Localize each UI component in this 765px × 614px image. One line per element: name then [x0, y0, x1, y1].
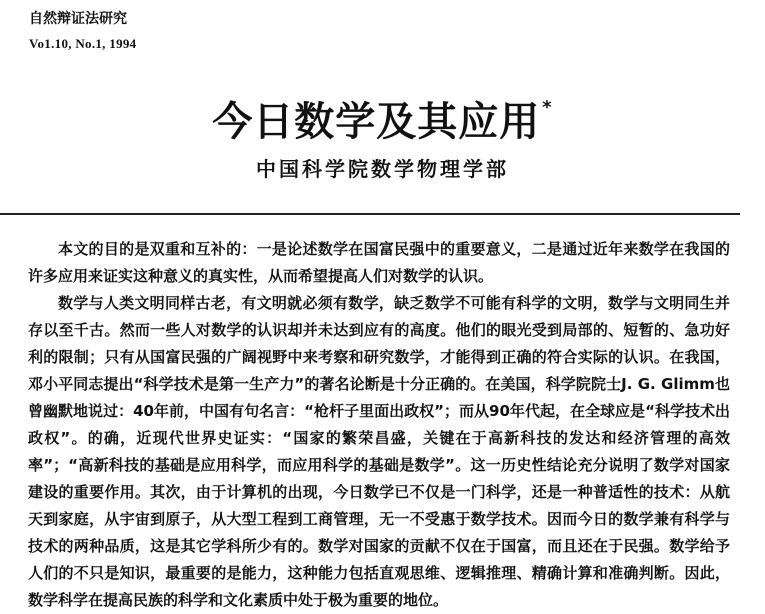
- article-title-text: 今日数学及其应用: [212, 99, 541, 145]
- paragraph-2: 数学与人类文明同样古老，有文明就必须有数学，缺乏数学不可能有科学的文明，数学与文明同生并存以至千古。然而一些人对数学的认识却并未达到应有的高度。他们的眼光受到局部的、短暂的、急功好利的限制；只有从国富民强的广阔视野中来考察和研究数学，才能得到正确的符合实际的认识。在我国，邓小平同志提出“科学技术是第一生产力”的著名论断是十分正确的。在美国，科学院院士J. G. Glimm也曾幽默地说过：40年前，中国有句名言：“枪杆子里面出政权”；而从90年代起，在全球应是“科学技术出政权”。的确，近现代世界史证实：“国家的繁荣昌盛，关键在于高新科技的发达和经济管理的高效率”；“高新科技的基础是应用科学，而应用科学的基础是数学”。这一历史性结论充分说明了数学对国家建设的重要作用。其次，由于计算机的出现，今日数学已不仅是一门科学，还是一种普适性的技术：从航天到家庭，从宇宙到原子，从大型工程到工商管理，无一不受惠于数学技术。因而今日的数学兼有科学与技术的两种品质，这是其它学科所少有的。数学对国家的贡献不仅在于国富，而且还在于民强。数学给予人们的不只是知识，最重要的是能力，这种能力包括直观思维、逻辑推理、精确计算和准确判断。因此，数学科学在提高民族的科学和文化素质中处于极为重要的地位。: [28, 294, 730, 609]
- paragraph-1: 本文的目的是双重和互补的：一是论述数学在国富民强中的重要意义，二是通过近年来数学在我国的许多应用来证实这种意义的真实性，从而希望提高人们对数学的认识。: [28, 240, 730, 285]
- journal-name: 自然辩证法研究: [29, 11, 127, 27]
- article-title: [0, 82, 765, 148]
- article-author: 中国科学院数学物理学部: [256, 157, 509, 181]
- article-body: [28, 236, 730, 614]
- title-footnote-mark: *: [542, 97, 553, 118]
- header-divider: [0, 213, 740, 215]
- issue-info: Vo1.10, No.1, 1994: [29, 36, 137, 51]
